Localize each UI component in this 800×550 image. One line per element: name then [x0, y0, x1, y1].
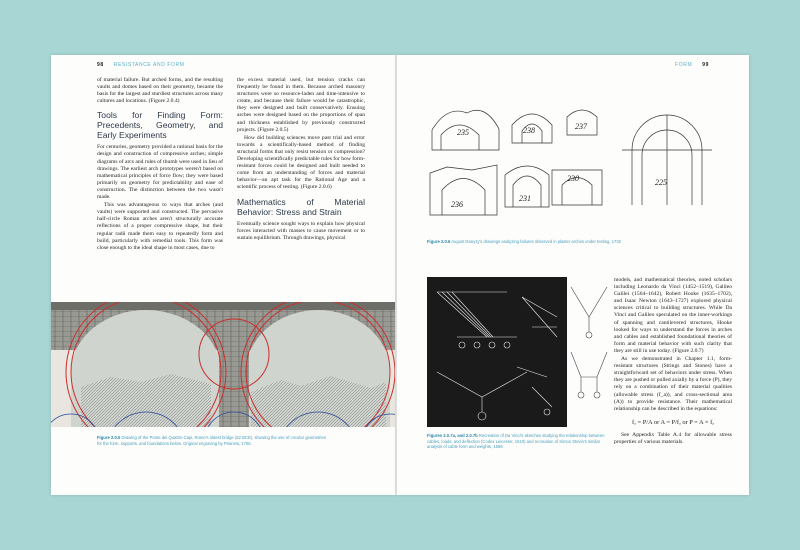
drawing-label: 237	[575, 122, 587, 131]
left-column-2	[237, 77, 365, 243]
figure-caption-text: Drawing of the Ponte dei Quattro Capi, Rome's oldest bridge (62 BCE), showing the use of circular geometries for the form, supports, and foundations below. Original engraving by Piranesi, 1756.	[97, 435, 326, 446]
right-column	[614, 277, 732, 447]
section-heading-tools: Tools for Finding Form: Precedents, Geometry, and Early Experiments	[97, 110, 223, 141]
drawing-label: 235	[457, 128, 469, 137]
right-page	[397, 55, 749, 495]
paragraph: For centuries, geometry provided a rational basis for the design and construction of compressive arches; simple diagrams of arcs and rules of thumb were used in lieu of drawings. The earliest arch prototypes weren't based on mathematical principles of force flow; they were based primarily on geometry for predictability and ease of construction. The distinction between the two wasn't made.	[97, 144, 223, 201]
left-section-title: RESISTANCE AND FORM	[113, 62, 185, 68]
paragraph: Eventually science sought ways to explain how physical forces interacted with masses to cause movement or to sustain equilibrium. Through drawings, physical	[237, 220, 365, 241]
drawing-label: 230	[567, 174, 579, 183]
figure-label: Figure 2.0.5	[97, 435, 121, 440]
figure-caption	[97, 435, 327, 446]
right-running-head	[675, 62, 709, 68]
left-column-1	[97, 77, 223, 253]
cable-studies-figure	[427, 277, 567, 427]
danyzy-arch-drawings	[427, 95, 717, 235]
stress-equation: fₐ = P/A or A = P/fₐ or P = A × fₐ	[632, 418, 714, 426]
bridge-engraving-figure	[51, 302, 396, 427]
section-heading-mathematics: Mathematics of Material Behavior: Stress and Strain	[237, 196, 365, 217]
paragraph: the excess material used, but tension cracks can frequently be found in them. Because arched masonry structures were so resource-laden and time-intensive to create, and because their failure would be catastrophic, they were designed and built conservatively. Ensuing arches were designed based on the proportions of span and thickness established by previously constructed projects. (Figure 2.0.5)	[237, 77, 365, 133]
right-page-number: 99	[702, 62, 709, 68]
left-page	[51, 55, 396, 495]
paragraph: This was advantageous to ways that arches (and vaults) were supported and constructed. The pervasive half-circle Roman arches aren't structurally accurate reflections of a proper compressive shape, but their regular radii made them easy to repeatedly form and build, particularly with remedial tools. This form was close enough to the ideal shape in most cases, due to	[97, 202, 223, 251]
figure-caption-text: August Danyzy's drawings analyzing failures observed in plaster arches under testing, 1732	[451, 239, 622, 244]
left-running-head	[97, 62, 185, 68]
right-section-title: FORM	[675, 62, 693, 68]
stevin-cable-sketch	[569, 277, 609, 427]
figure-caption	[427, 239, 697, 245]
paragraph: As we demonstrated in Chapter 1.1, form-resistant structures (Strings and Stones) have a straightforward set of behaviors under stress. When they are pushed or pulled axially by a force (P), they rely on a combination of their material qualities (allowable stress (f_a)), and cross-sectional area (A)) to provide resistance. Their mathematical relationship can be described in the equations:	[614, 356, 732, 412]
drawing-label: 238	[523, 126, 535, 135]
left-page-number: 98	[97, 62, 104, 68]
intro-paragraph: of material failure. But arched forms, and the resulting vaults and domes based on their geometry, became the basis for the largest and sturdiest structures across many cultures and locations. (Figure 2.0.4)	[97, 77, 223, 105]
drawing-label: 236	[451, 200, 463, 209]
paragraph: models, and mathematical theories, noted scholars including Leonardo da Vinci (1452–1519), Galileo Galilei (1564–1642), Robert Hooke (1635–1702), and Isaac Newton (1643–1727) explored physical sciences critical to building structures. While Da Vinci and Galileo speculated on the inner-workings of spanning and cantilevered structures, Hooke looked for ways to understand the forces in arches and cables and established foundational theories of form and material behavior with such clarity that they are still in use today. (Figure 2.0.7)	[614, 277, 732, 354]
paragraph: How did building sciences move past trial and error towards a scientifically-based method of finding structural forms that only resist tension or compression? Developing scientifically predictable rules for how form-resistant forces could be designed and built needed to come from an understanding of forces and material behavior—an apt task for the Rational Age and a scientific process of testing. (Figure 2.0.6)	[237, 134, 365, 191]
drawing-label: 231	[519, 194, 531, 203]
figure-label: Figure 2.0.6	[427, 239, 451, 244]
figure-caption	[427, 433, 607, 450]
drawing-label: 225	[655, 178, 667, 187]
paragraph: See Appendix Table A.4 for allowable stress properties of various materials.	[614, 431, 732, 445]
figure-label: Figures 2.0.7a, and 2.0.7b	[427, 433, 478, 438]
figure-caption-text: Recreation of Da Vinci's sketches studying the relationship between cables, loads, and deflection (Codex Leicester, 1510) and recreation of Simon Stevin's similar analysis of cable form and weights, 1586	[427, 433, 605, 450]
